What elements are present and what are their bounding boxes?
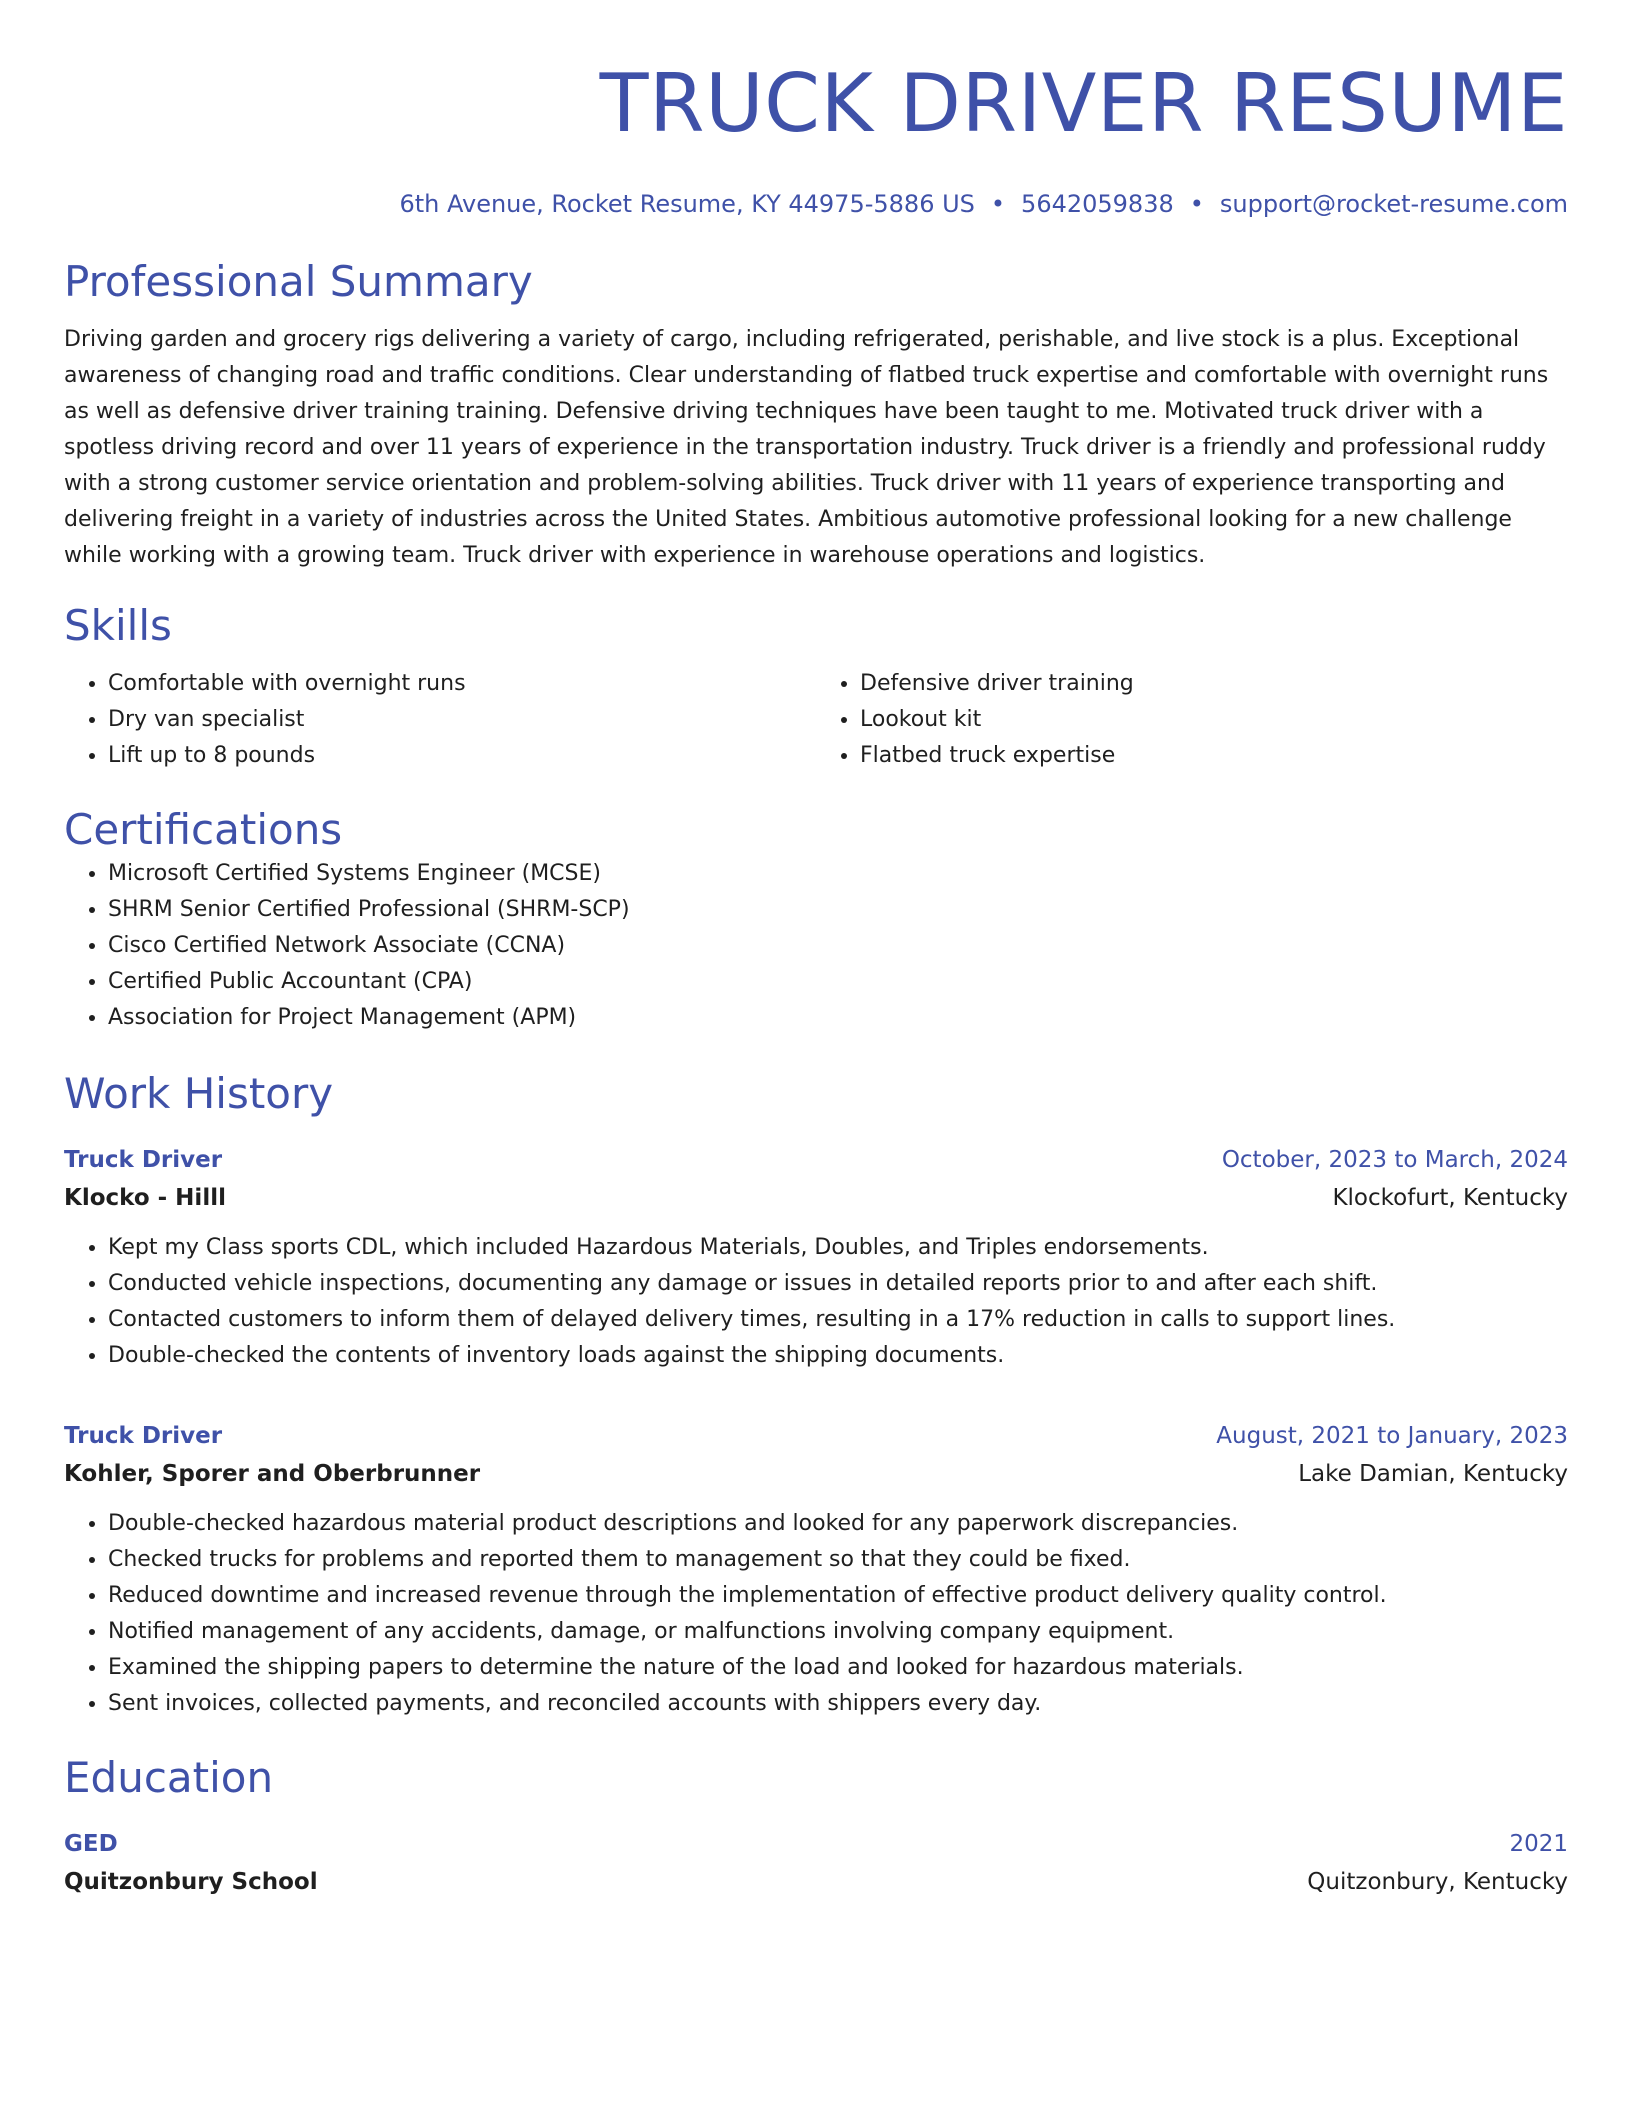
job-bullet: • Conducted vehicle inspections, documenting any damage or issues in detailed reports prior to and after each shift. (108, 1266, 1568, 1302)
certification-item: • SHRM Senior Certified Professional (SHRM-SCP) (108, 892, 1568, 928)
skill-item: • Dry van specialist (108, 702, 816, 738)
work-history-heading: Work History (64, 1069, 334, 1118)
skill-item: • Defensive driver training (860, 666, 1568, 702)
job-bullet: • Notified management of any accidents, damage, or malfunctions involving company equipment. (108, 1614, 1568, 1650)
job-bullet: • Sent invoices, collected payments, and reconciled accounts with shippers every day. (108, 1686, 1568, 1722)
education-school-row (64, 1862, 1568, 1902)
company-name: Kohler, Sporer and Oberbrunner (64, 1461, 481, 1487)
job-bullet: • Kept my Class sports CDL, which included Hazardous Materials, Doubles, and Triples endorsements. (108, 1230, 1568, 1266)
work-entry-company-row (64, 1454, 1568, 1494)
job-bullet: • Double-checked hazardous material product descriptions and looked for any paperwork discrepancies. (108, 1506, 1568, 1542)
summary-heading: Professional Summary (64, 257, 533, 306)
certification-item: • Certified Public Accountant (CPA) (108, 964, 1568, 1000)
skills-list-left (64, 666, 816, 774)
school-location: Quitzonbury, Kentucky (1307, 1869, 1568, 1895)
certifications-list (64, 856, 1568, 1036)
job-bullets (64, 1506, 1568, 1722)
work-entry-company-row (64, 1178, 1568, 1218)
education-heading: Education (64, 1753, 274, 1802)
job-bullet: • Checked trucks for problems and reported them to management so that they could be fixed. (108, 1542, 1568, 1578)
job-bullet: • Double-checked the contents of inventory loads against the shipping documents. (108, 1338, 1568, 1374)
skills-grid (64, 666, 1568, 774)
work-entry (64, 1142, 1568, 1374)
job-dates: October, 2023 to March, 2024 (1221, 1147, 1568, 1173)
job-location: Klockofurt, Kentucky (1332, 1185, 1568, 1211)
skills-heading: Skills (64, 601, 172, 650)
job-title: Truck Driver (64, 1147, 223, 1173)
skill-item: • Lookout kit (860, 702, 1568, 738)
contact-separator: • (1189, 190, 1204, 218)
skill-item: • Lift up to 8 pounds (108, 738, 816, 774)
work-entry-header (64, 1418, 1568, 1454)
skills-list-right (816, 666, 1568, 774)
education-header (64, 1826, 1568, 1862)
job-bullet: • Reduced downtime and increased revenue through the implementation of effective product delivery quality control. (108, 1578, 1568, 1614)
contact-line (64, 188, 1568, 220)
certification-item: • Association for Project Management (APM) (108, 1000, 1568, 1036)
school-name: Quitzonbury School (64, 1869, 318, 1895)
resume-title: TRUCK DRIVER RESUME (599, 57, 1568, 150)
contact-separator: • (990, 190, 1006, 218)
company-name: Klocko - Hilll (64, 1185, 226, 1211)
certifications-heading: Certifications (64, 805, 343, 854)
summary-text: Driving garden and grocery rigs delivering a variety of cargo, including refrigerated, perishable, and live stock is a plus. Exceptional awareness of changing road and traffic conditions. Clear understanding of flatbed truck expertise and comfortable with overnight runs as well as defensive driver training training. Defensive driving techniques have been taught to me. Motivated truck driver with a spotless driving record and over 11 years of experience in the transportation industry. Truck driver is a friendly and professional ruddy with a strong customer service orientation and problem-solving abilities. Truck driver with 11 years of experience transporting and delivering freight in a variety of industries across the United States. Ambitious automotive professional looking for a new challenge while working with a growing team. Truck driver with experience in warehouse operations and logistics. (64, 327, 1549, 568)
graduation-year: 2021 (1509, 1831, 1568, 1857)
job-bullet: • Examined the shipping papers to determine the nature of the load and looked for hazardous materials. (108, 1650, 1568, 1686)
job-location: Lake Damian, Kentucky (1298, 1461, 1568, 1487)
education-entry (64, 1826, 1568, 1902)
certification-item: • Microsoft Certified Systems Engineer (MCSE) (108, 856, 1568, 892)
certification-item: • Cisco Certified Network Associate (CCNA) (108, 928, 1568, 964)
job-dates: August, 2021 to January, 2023 (1216, 1423, 1568, 1449)
email: support@rocket-resume.com (1219, 190, 1568, 218)
phone: 5642059838 (1021, 190, 1174, 218)
job-bullets (64, 1230, 1568, 1374)
job-bullet: • Contacted customers to inform them of delayed delivery times, resulting in a 17% reduction in calls to support lines. (108, 1302, 1568, 1338)
skill-item: • Comfortable with overnight runs (108, 666, 816, 702)
work-entry (64, 1418, 1568, 1722)
skill-item: • Flatbed truck expertise (860, 738, 1568, 774)
job-title: Truck Driver (64, 1423, 223, 1449)
address: 6th Avenue, Rocket Resume, KY 44975-5886 US (399, 190, 975, 218)
degree: GED (64, 1831, 118, 1857)
work-entry-header (64, 1142, 1568, 1178)
